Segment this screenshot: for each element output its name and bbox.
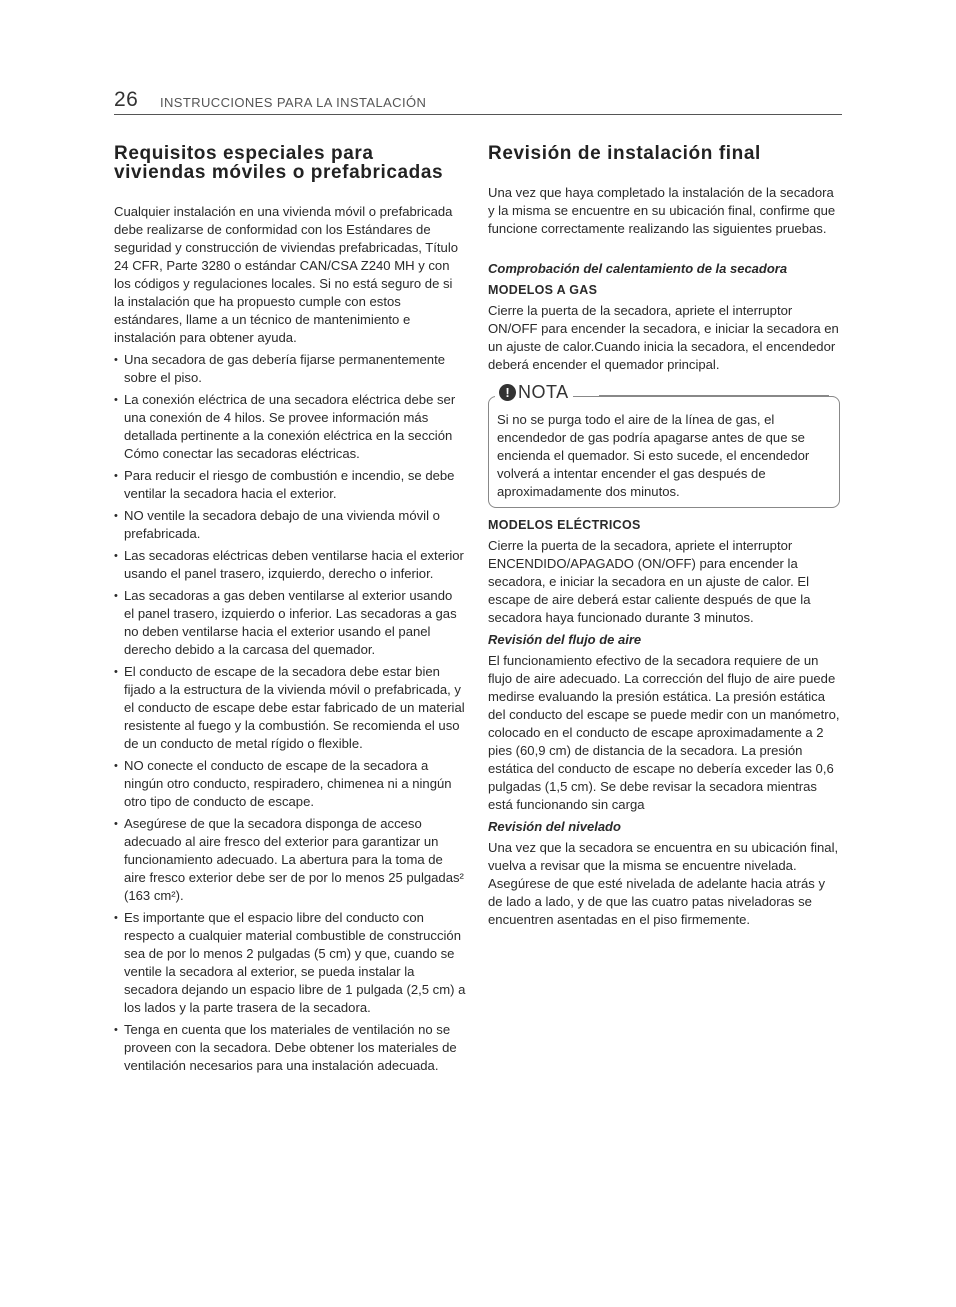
electric-models-title: MODELOS ELÉCTRICOS [488, 518, 641, 532]
exclamation-icon: ! [499, 384, 516, 401]
mobile-home-intro: Cualquier instalación en una vivienda móvil o prefabricada debe realizarse de conformidad con los Estándares de seguridad y construcción de viviendas prefabricadas, Título 24 CFR, Parte 3280 o estándar CAN/CSA Z240 MH y con los códigos y regulaciones locales. Si no está seguro de si la instalación que ha propuesto cumple con estos estándares, llame a un técnico de mantenimiento e instalación para obtener ayuda. [114, 204, 459, 345]
note-text: Si no se purga todo el aire de la línea de gas, el encendedor de gas podría apagarse antes de que se encienda el quemador. Si esto sucede, el encendedor volverá a intentar encender el gas después de aproximadamente dos minutos. [497, 412, 810, 499]
final-installation-check-title: Revisión de instalación final [488, 143, 761, 164]
gas-models-text: Cierre la puerta de la secadora, apriete el interruptor ON/OFF para encender la secadora, e iniciar la secadora en un ajuste de calor.Cuando inicia la secadora, el encendedor deberá encender el quemador principal. [488, 303, 839, 372]
page-header [114, 88, 842, 115]
note-header [495, 383, 573, 401]
list-item: • NO conecte el conducto de escape de la secadora a ningún otro conducto, respiradero, chimenea ni a ningún otro tipo de conducto de escape. [114, 757, 466, 811]
leveling-check-title: Revisión del nivelado [488, 819, 621, 834]
airflow-check-title: Revisión del flujo de aire [488, 632, 642, 647]
final-check-intro: Una vez que haya completado la instalación de la secadora y la misma se encuentre en su ubicación final, confirme que funcione correctamente realizando las siguientes pruebas. [488, 185, 836, 236]
note-label: NOTA [518, 382, 569, 402]
list-item: • El conducto de escape de la secadora debe estar bien fijado a la estructura de la vivienda móvil o prefabricada, y el conducto de escape debe estar fabricado de un material resistente al fuego y la combustión. Se recomienda el uso de un conducto de metal rígido o flexible. [114, 663, 466, 753]
electric-models-text: Cierre la puerta de la secadora, apriete el interruptor ENCENDIDO/APAGADO (ON/OFF) para encender la secadora, e iniciar la secadora en un ajuste de calor. El escape de aire deberá estar caliente después de que la secadora haya funcionado durante 3 minutos. [488, 538, 811, 625]
section-label: INSTRUCCIONES PARA LA INSTALACIÓN [160, 95, 427, 110]
list-item: • Una secadora de gas debería fijarse permanentemente sobre el piso. [114, 351, 466, 387]
page-number: 26 [114, 88, 139, 111]
note-box [488, 382, 840, 508]
list-item: • Es importante que el espacio libre del conducto con respecto a cualquier material combustible de construcción sea de por lo menos 2 pulgadas (5 cm) y que, cuando se ventile la secadora al exterior, se pueda instalar la secadora dejando un espacio libre de 1 pulgada (2,5 cm) a los lados y la parte trasera de la secadora. [114, 909, 466, 1017]
list-item: • Asegúrese de que la secadora disponga de acceso adecuado al aire fresco del exterior para garantizar un funcionamiento adecuado. La abertura para la toma de aire fresco exterior debe ser de por lo menos 25 pulgadas² (163 cm²). [114, 815, 466, 905]
airflow-check-text: El funcionamiento efectivo de la secadora requiere de un flujo de aire adecuado. La corrección del flujo de aire puede medirse evaluando la presión estática. La presión estática del conducto del escape se puede medir con un manómetro, colocado en el conducto de escape aproximadamente a 2 pies (60,9 cm) de distancia de la secadora. La presión estática del conducto de escape no debería exceder las 0,6 pulgadas (1,5 cm). Se debe revisar la secadora mientras está funcionando sin carga [488, 653, 840, 812]
list-item: • Las secadoras eléctricas deben ventilarse hacia el exterior usando el panel trasero, izquierdo, derecho o inferior. [114, 547, 466, 583]
heating-check-title: Comprobación del calentamiento de la secadora [488, 261, 788, 276]
list-item: • Las secadoras a gas deben ventilarse al exterior usando el panel trasero, izquierdo o inferior. Las secadoras a gas no deben ventilarse hacia el exterior usando el panel derecho debido a la carcasa del quemador. [114, 587, 466, 659]
left-column [114, 144, 466, 1079]
list-item: • La conexión eléctrica de una secadora eléctrica debe ser una conexión de 4 hilos. Se provee información más detallada pertinente a la conexión eléctrica en la sección Cómo conectar las secadoras eléctricas. [114, 391, 466, 463]
list-item: • NO ventile la secadora debajo de una vivienda móvil o prefabricada. [114, 507, 466, 543]
requirements-list [114, 351, 466, 1075]
list-item: • Para reducir el riesgo de combustión e incendio, se debe ventilar la secadora hacia el exterior. [114, 467, 466, 503]
leveling-check-text: Una vez que la secadora se encuentra en su ubicación final, vuelva a revisar que la misma se encuentre nivelada. Asegúrese de que esté nivelada de adelante hacia atrás y de lado a lado, y de que las cuatro patas niveladoras se encuentren asentadas en el piso firmemente. [488, 840, 839, 927]
right-column [488, 144, 840, 929]
gas-models-title: MODELOS A GAS [488, 283, 598, 297]
note-divider [599, 395, 829, 396]
mobile-home-requirements-title: Requisitos especiales para viviendas móviles o prefabricadas [114, 143, 444, 183]
list-item: • Tenga en cuenta que los materiales de ventilación no se proveen con la secadora. Debe obtener los materiales de ventilación necesarios para una instalación adecuada. [114, 1021, 466, 1075]
